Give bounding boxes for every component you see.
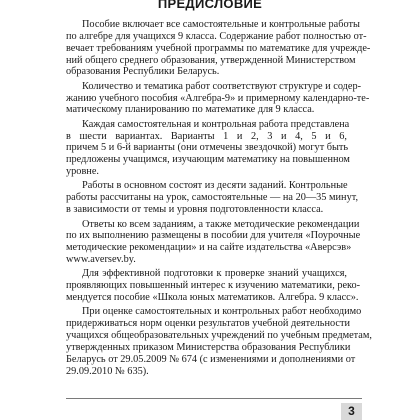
- text-line: матическому планированию по математике для 9 класса.: [66, 104, 315, 116]
- text-line: уровне.: [66, 166, 99, 178]
- text-line: 29.09.2010 № 635).: [66, 365, 149, 377]
- text-line: Пособие включает все самостоятельные и контрольные работы: [82, 19, 360, 30]
- text-line: Работы в основном состоят из десяти заданий. Контрольные: [82, 180, 348, 192]
- text-line: утвержденных приказом Министерства образования Республики: [66, 341, 351, 353]
- footer-divider: [66, 398, 362, 399]
- text-line: учащихся общеобразовательных учреждений по учебным предметам,: [66, 330, 372, 342]
- text-line: методические рекомендации» и на сайте издательства «Аверсэв»: [66, 242, 352, 254]
- preface-body: [66, 19, 372, 380]
- paragraph: [66, 180, 359, 216]
- paragraph: [66, 118, 350, 178]
- paragraph: [66, 218, 361, 266]
- text-line: ний общего среднего образования, утвержденной Министерством: [66, 54, 356, 66]
- paragraph: [66, 268, 361, 304]
- paragraph: [66, 306, 372, 377]
- text-line: Беларусь от 29.05.2009 № 674 (с изменениями и дополнениями от: [66, 353, 356, 365]
- text-line: причем 5 и 6-й варианты (они отмечены звездочкой) могут быть: [66, 142, 349, 154]
- text-line: предложены учащимся, изучающим математику на повышенном: [66, 154, 350, 166]
- text-line: Ответы ко всем заданиям, а также методические рекомендации: [82, 218, 360, 230]
- text-line: образования Республики Беларусь.: [66, 66, 220, 78]
- text-line: проявляющих повышенный интерес к изучению математики, реко-: [66, 280, 361, 292]
- paragraph: [66, 80, 370, 117]
- page-title: ПРЕДИСЛОВИЕ: [157, 0, 263, 11]
- text-line: Для эффективной подготовки к проверке знаний учащихся,: [82, 268, 347, 280]
- text-line: При оценке самостоятельных и контрольных работ необходимо: [82, 306, 362, 318]
- text-line: вечает требованиям учебной программы по математике для учрежде-: [66, 42, 371, 54]
- text-line: в шести вариантах. Варианты 1 и 2, 3 и 4, 5 и 6,: [66, 130, 347, 142]
- text-line: по алгебре для учащихся 9 класса. Содержание работ полностью от-: [66, 30, 367, 42]
- page-number: 3: [341, 403, 362, 420]
- text-line: Каждая самостоятельная и контрольная работа представлена: [82, 118, 350, 130]
- text-line: по их выполнению размещены в пособии для учителя «Поурочные: [66, 230, 361, 242]
- text-line: жанию учебного пособия «Алгебра-9» и примерному календарно-те-: [66, 92, 370, 104]
- text-line: работы рассчитаны на урок, самостоятельные — на 20—35 минут,: [66, 192, 359, 204]
- text-line: в зависимости от темы и уровня подготовленности класса.: [66, 204, 324, 216]
- text-line: Количество и тематика работ соответствуют структуре и содер-: [82, 80, 362, 92]
- paragraph: [66, 19, 371, 78]
- text-line: www.aversev.by.: [66, 254, 136, 266]
- text-line: придерживаться норм оценки результатов учебной деятельности: [66, 318, 350, 330]
- text-line: мендуется пособие «Школа юных математиков. Алгебра. 9 класс».: [66, 292, 359, 304]
